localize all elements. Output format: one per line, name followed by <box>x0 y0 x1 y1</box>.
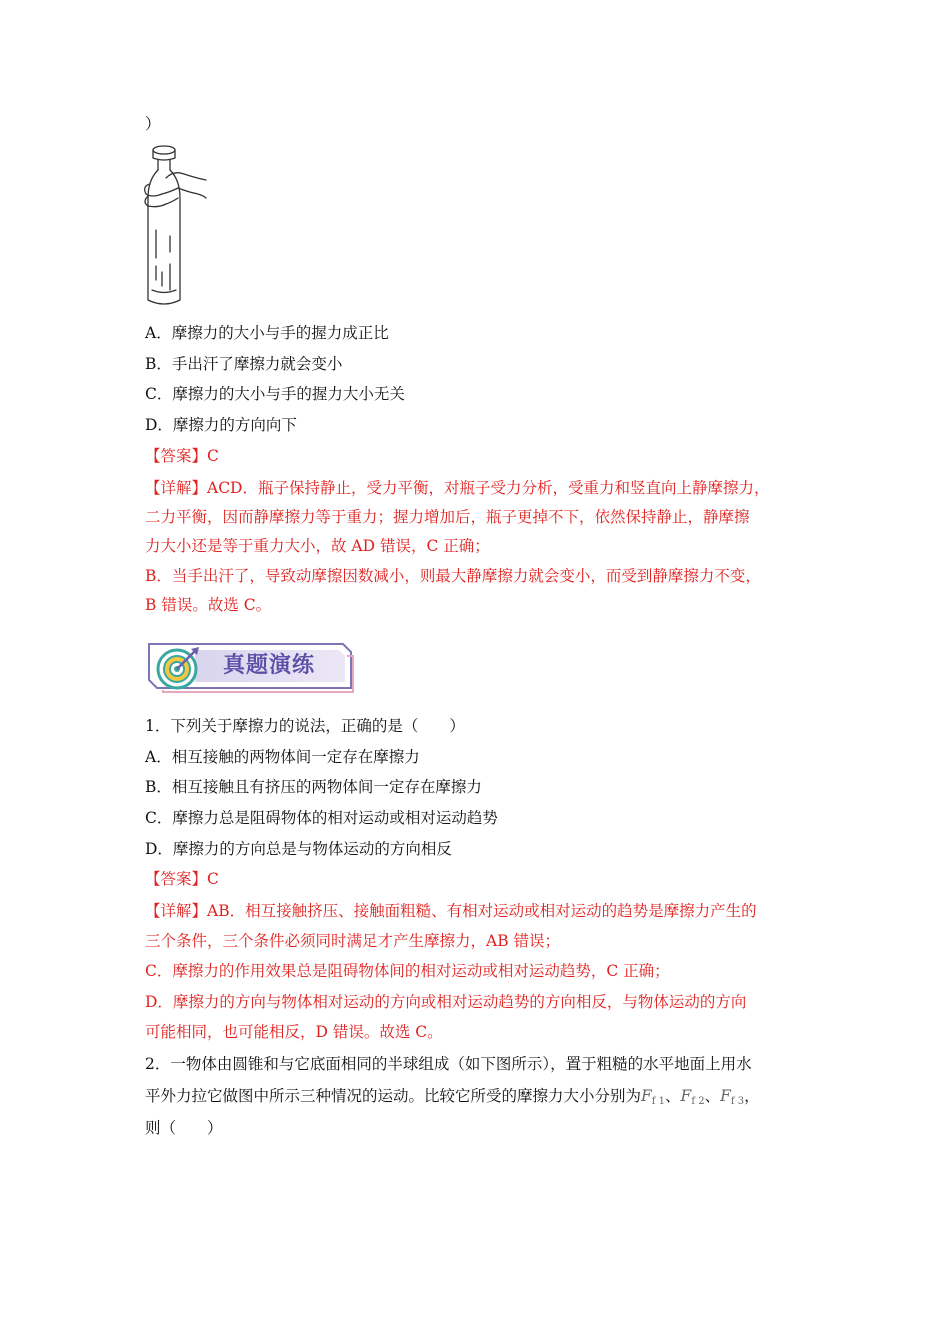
friction-f2: $F_{f 2}$ <box>680 1087 705 1107</box>
q2-stem-text: 平外力拉它做图中所示三种情况的运动。比较它所受的摩擦力大小分别为 <box>145 1087 642 1105</box>
prev-option-a: A．摩擦力的大小与手的握力成正比 <box>145 324 389 342</box>
q1-detail-line-1: 【详解】AB．相互接触挤压、接触面粗糙、有相对运动或相对运动的趋势是摩擦力产生的 <box>145 902 757 920</box>
q2-stem-line-1: 2．一物体由圆锥和与它底面相同的半球组成（如下图所示），置于粗糙的水平地面上用水 <box>145 1055 752 1073</box>
q1-option-c: C．摩擦力总是阻碍物体的相对运动或相对运动趋势 <box>145 809 498 827</box>
closing-paren: ） <box>145 115 161 133</box>
q1-option-a: A．相互接触的两物体间一定存在摩擦力 <box>145 748 420 766</box>
prev-option-b: B．手出汗了摩擦力就会变小 <box>145 355 343 373</box>
bottle-hand-figure <box>140 140 212 310</box>
separator: 、 <box>665 1087 681 1105</box>
prev-option-d: D．摩擦力的方向向下 <box>145 416 297 434</box>
q2-stem-line-3: 则（ ） <box>145 1119 223 1137</box>
section-banner <box>143 638 357 696</box>
friction-f3: $F_{f 3}$ <box>720 1087 745 1107</box>
q1-detail-line-4: D．摩擦力的方向与物体相对运动的方向或相对运动趋势的方向相反，与物体运动的方向 <box>145 993 747 1011</box>
prev-option-c: C．摩擦力的大小与手的握力大小无关 <box>145 385 405 403</box>
q1-stem: 1．下列关于摩擦力的说法，正确的是（ ） <box>145 717 465 735</box>
prev-detail-line-2: 二力平衡，因而静摩擦力等于重力；握力增加后，瓶子更掉不下，依然保持静止，静摩擦 <box>145 508 750 526</box>
separator: 、 <box>704 1087 721 1105</box>
q1-detail-line-2: 三个条件，三个条件必须同时满足才产生摩擦力，AB 错误； <box>145 932 561 950</box>
q1-detail-line-5: 可能相同，也可能相反，D 错误。故选 C。 <box>145 1023 443 1041</box>
prev-detail-line-5: B 错误。故选 C。 <box>145 596 272 614</box>
target-icon <box>153 643 203 693</box>
q1-detail-line-3: C．摩擦力的作用效果总是阻碍物体间的相对运动或相对运动趋势，C 正确； <box>145 962 670 980</box>
line-end: ， <box>744 1087 760 1105</box>
prev-detail-line-4: B．当手出汗了，导致动摩擦因数减小，则最大静摩擦力就会变小，而受到静摩擦力不变， <box>145 567 761 585</box>
banner-title: 真题演练 <box>223 653 316 678</box>
prev-detail-line-3: 力大小还是等于重力大小，故 AD 错误，C 正确； <box>145 537 490 555</box>
q2-stem-line-2 <box>145 1086 760 1112</box>
q1-option-b: B．相互接触且有挤压的两物体间一定存在摩擦力 <box>145 778 482 796</box>
q1-option-d: D．摩擦力的方向总是与物体运动的方向相反 <box>145 840 452 858</box>
prev-detail-line-1: 【详解】ACD．瓶子保持静止，受力平衡，对瓶子受力分析，受重力和竖直向上静摩擦力， <box>145 479 770 497</box>
q1-answer: 【答案】C <box>145 870 219 888</box>
prev-answer: 【答案】C <box>145 447 219 465</box>
friction-f1: $F_{f 1}$ <box>641 1087 666 1107</box>
